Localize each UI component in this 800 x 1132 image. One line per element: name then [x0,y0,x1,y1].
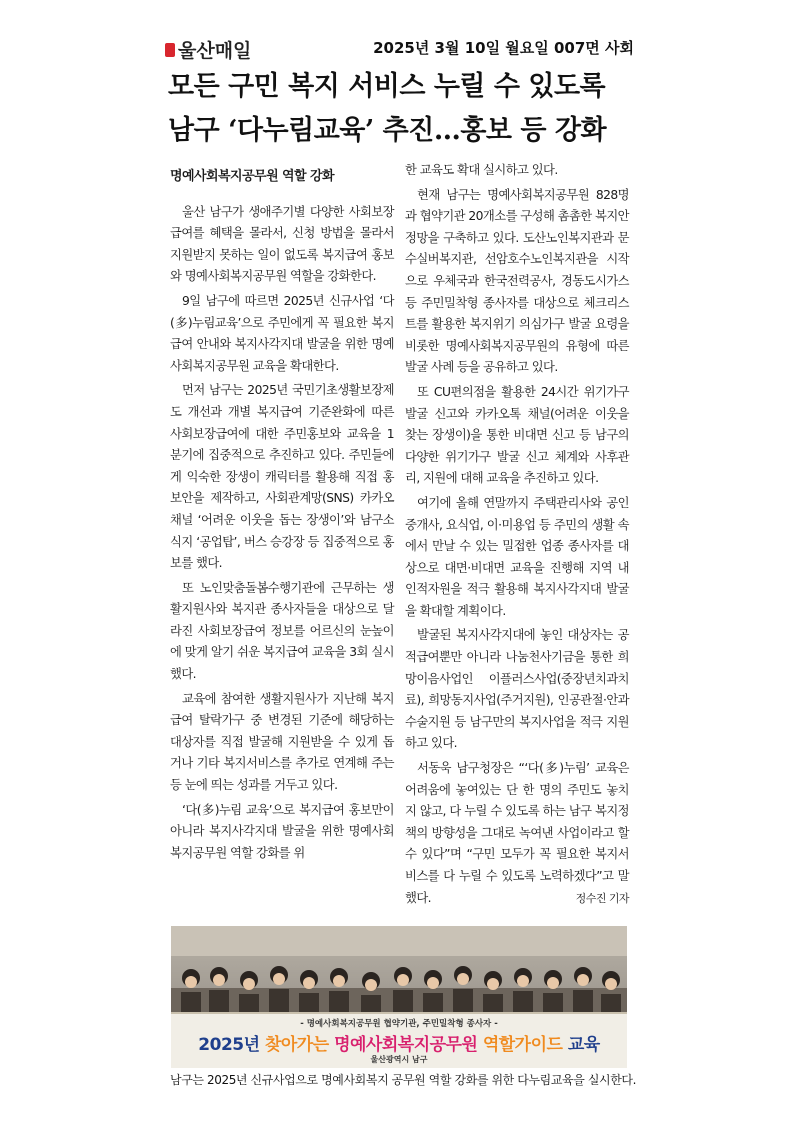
banner-organization: 울산광역시 남구 [370,1055,428,1064]
paragraph-text: 서동욱 남구청장은 “‘다(多)누림’ 교육은 어려움에 놓여있는 단 한 명의 주민도 놓치지 않고, 다 누릴 수 있도록 하는 남구 복지정책의 방향성을 그대로 녹여낸 사업이라고 할 수 있다”며 “구민 모두가 꼭 필요한 복지서비스를 다 누릴 수 있도록 노력하겠다”고 말했다. [405,761,629,905]
banner-word-1: 찾아가는 [264,1035,329,1055]
paragraph-closing [405,758,629,909]
byline: 정수진 기자 [575,891,629,905]
photo-crowd [171,948,627,1020]
paragraph: 울산 남구가 생애주기별 다양한 사회보장급여를 혜택을 몰라서, 신청 방법을 몰라서 지원받지 못하는 일이 없도록 복지급여 홍보와 명예사회복지공무원 역할을 강화한다. [170,204,394,284]
article-subhead: 명예사회복지공무원 역할 강화 [170,169,335,184]
newspaper-masthead [165,36,251,63]
event-banner [171,1012,627,1068]
paragraph: 발굴된 복지사각지대에 놓인 대상자는 공적급여뿐만 아니라 나눔천사기금을 통한 희망이음사업인 이플러스사업(중장년치과치료), 희망동지사업(주거지원), 인공관절·안과수술지원 등 남구만의 복지사업을 적극 지원하고 있다. [405,628,629,751]
banner-title [171,1030,627,1055]
photo-caption: 남구는 2025년 신규사업으로 명예사회복지 공무원 역할 강화를 위한 다누림교육을 실시한다. [170,1073,636,1087]
newspaper-name: 울산매일 [178,40,252,62]
paragraph: ‘다(多)누림 교육’으로 복지급여 홍보만이 아니라 복지사각지대 발굴을 위한 명예사회복지공무원 역할 강화를 위 [170,802,394,860]
paragraph: 또 CU편의점을 활용한 24시간 위기가구 발굴 신고와 카카오톡 채널(어려운 이웃을 찾는 장생이)을 통한 비대면 신고 등 남구의 다양한 위기가구 발굴 신고 체계와 사후관리, 지원에 대해 교육을 추진하고 있다. [405,384,629,486]
banner-word-2: 명예사회복지공무원 [334,1035,478,1055]
paragraph: 9일 남구에 따르면 2025년 신규사업 ‘다(多)누림교육’으로 주민에게 꼭 필요한 복지급여 안내와 복지사각지대 발굴을 위한 명예사회복지공무원 교육을 확대한다. [170,293,394,373]
banner-word-3: 역할가이드 [482,1035,563,1055]
paragraph: 현재 남구는 명예사회복지공무원 828명과 협약기관 20개소를 구성해 촘촘한 복지안정망을 구축하고 있다. 도산노인복지관과 문수실버복지관, 선암호수노인복지관을 시작으로 우체국과 한국전력공사, 경동도시가스 등 주민밀착형 종사자를 대상으로 체크리스트를 활용한 복지위기 의심가구 발굴 요령을 비롯한 명예사회복지공무원의 유형에 따른 발굴 사례 등을 공유하고 있다. [405,187,629,375]
newspaper-logo-icon [165,43,175,57]
paragraph: 교육에 참여한 생활지원사가 지난해 복지급여 탈락가구 중 변경된 기준에 해당하는 대상자를 직접 발굴해 지원받을 수 있게 돕거나 기타 복지서비스를 추가로 연계해 주는 등 눈에 띄는 성과를 거두고 있다. [170,691,394,793]
paragraph-continuation: 한 교육도 확대 실시하고 있다. [405,163,558,177]
paragraph: 먼저 남구는 2025년 국민기초생활보장제도 개선과 개별 복지급여 기준완화에 따른 사회보장급여에 대한 주민홍보와 교육을 1분기에 집중적으로 추진하고 있다. 주민들에게 익숙한 장생이 캐릭터를 활용해 직접 홍보안을 제작하고, 사회관계망(SNS) 카카오채널 ‘어려운 이웃을 돕는 장생이’와 남구소식지 ‘공업탑’, 버스 승강장 등 집중적으로 홍보를 했다. [170,383,394,571]
headline-line-1: 모든 구민 복지 서비스 누릴 수 있도록 [168,71,606,102]
paragraph: 또 노인맞춤돌봄수행기관에 근무하는 생활지원사와 복지관 종사자들을 대상으로 달라진 사회보장급여 정보를 어르신의 눈높이에 맞게 알기 쉬운 복지급여 교육을 3회 실시했다. [170,580,394,682]
article-column-right [405,160,629,912]
banner-subtitle: - 명예사회복지공무원 협약기관, 주민밀착형 종사자 - [300,1019,498,1029]
banner-year: 2025년 [198,1035,260,1055]
dateline: 2025년 3월 10일 월요일 007면 사회 [373,39,634,57]
article-photo [171,926,627,1068]
banner-word-4: 교육 [567,1035,600,1055]
headline-line-2: 남구 ‘다누림교육’ 추진…홍보 등 강화 [168,115,607,146]
paragraph: 여기에 올해 연말까지 주택관리사와 공인중개사, 요식업, 이·미용업 등 주민의 생활 속에서 만날 수 있는 밀접한 업종 종사자를 대상으로 대면·비대면 교육을 진행해 지역 내 인적자원을 적극 활용해 복지사각지대 발굴을 확대할 계획이다. [405,495,629,618]
article-column-left [170,166,394,867]
